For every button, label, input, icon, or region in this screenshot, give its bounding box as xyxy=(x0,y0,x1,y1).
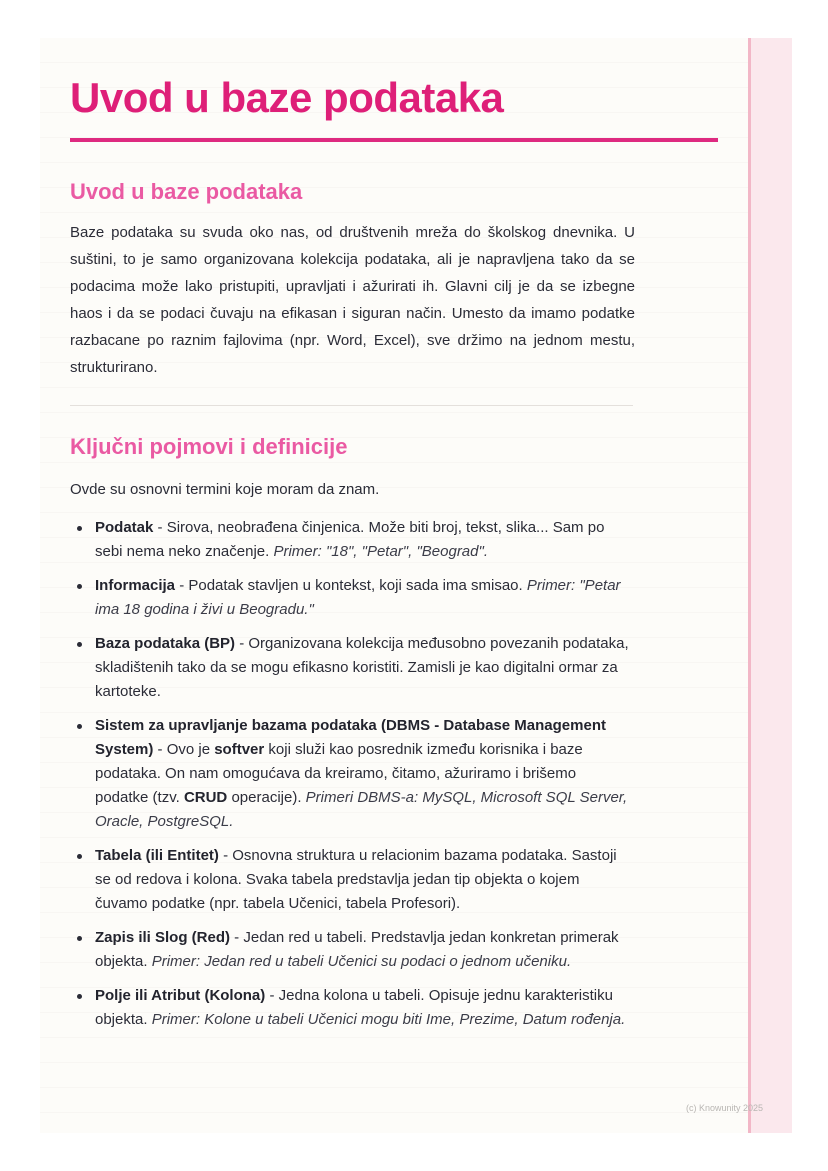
term-definition: - Sirova, neobrađena činjenica. Može biti broj, tekst, slika... Sam po sebi nema neko značenje. xyxy=(95,519,605,560)
list-item xyxy=(70,574,630,622)
page-content xyxy=(70,72,718,1042)
list-item xyxy=(70,984,630,1032)
term-example: Primer: Kolone u tabeli Učenici mogu biti Ime, Prezime, Datum rođenja. xyxy=(151,1011,626,1028)
list-item xyxy=(70,714,630,834)
term-label: Podatak xyxy=(95,519,154,536)
section-heading-intro: Uvod u baze podataka xyxy=(70,179,303,204)
term-example: Primer: Jedan red u tabeli Učenici su podaci o jednom učeniku. xyxy=(151,953,572,970)
intro-paragraph: Baze podataka su svuda oko nas, od društvenih mreža do školskog dnevnika. U suštini, to je samo organizovana kolekcija podataka, ali je napravljena tako da se podacima može lako pristupiti, upravljati i ažurirati ih. Glavni cilj je da se izbegne haos i da se podaci čuvaju na efikasan i siguran način. Umesto da imamo podatke razbacane po raznim fajlovima (npr. Word, Excel), sve držimo na jednom mestu, strukturirano. xyxy=(70,224,635,376)
term-definition: - Podatak stavljen u kontekst, koji sada ima smisao. xyxy=(175,577,527,594)
title-underline xyxy=(70,138,718,142)
bullet-icon xyxy=(77,526,82,531)
margin-line xyxy=(748,38,751,1133)
term-label: Polje ili Atribut (Kolona) xyxy=(95,987,266,1004)
term-definition: - Jedna kolona u tabeli. Opisuje jednu karakteristiku objekta. xyxy=(95,987,613,1028)
bullet-icon xyxy=(77,642,82,647)
term-definition: - Organizovana kolekcija međusobno povezanih podataka, skladištenih tako da se mogu efikasno koristiti. Zamisli je kao digitalni ormar za kartoteke. xyxy=(95,635,629,700)
term-definition: koji služi kao posrednik između korisnika i baze podataka. On nam omogućava da kreiramo, čitamo, ažuriramo i brišemo podatke (tzv. xyxy=(95,741,583,806)
term-label: Informacija xyxy=(95,577,176,594)
section-heading-terms: Ključni pojmovi i definicije xyxy=(70,434,348,459)
term-definition: operacije). xyxy=(227,789,306,806)
list-item xyxy=(70,926,630,974)
section-divider xyxy=(70,405,633,406)
term-definition: - Ovo je xyxy=(153,741,215,758)
term-definition: - Osnovna struktura u relacionim bazama podataka. Sastoji se od redova i kolona. Svaka tabela predstavlja jedan tip objekta o kojem čuvamo podatke (npr. tabela Učenici, tabela Profesori). xyxy=(95,847,617,912)
page-title: Uvod u baze podataka xyxy=(70,74,504,121)
term-label: Tabela (ili Entitet) xyxy=(95,847,219,864)
bullet-icon xyxy=(77,724,82,729)
copyright-footer: (c) Knowunity 2025 xyxy=(686,1103,764,1113)
term-example: Primer: "18", "Petar", "Beograd". xyxy=(273,543,488,560)
margin-band xyxy=(748,38,792,1133)
list-item xyxy=(70,844,630,916)
term-emphasis: CRUD xyxy=(183,789,228,806)
terms-intro: Ovde su osnovni termini koje moram da znam. xyxy=(70,481,380,498)
term-example: Primeri DBMS-a: MySQL, Microsoft SQL Server, Oracle, PostgreSQL. xyxy=(95,789,628,830)
bullet-icon xyxy=(77,584,82,589)
list-item xyxy=(70,632,630,704)
term-label: Zapis ili Slog (Red) xyxy=(95,929,231,946)
bullet-icon xyxy=(77,854,82,859)
bullet-icon xyxy=(77,936,82,941)
term-emphasis: softver xyxy=(214,741,265,758)
term-label: Sistem za upravljanje bazama podataka (DBMS - Database Management System) xyxy=(95,717,606,758)
term-example: Primer: "Petar ima 18 godina i živi u Beogradu." xyxy=(95,577,621,618)
term-definition: - Jedan red u tabeli. Predstavlja jedan konkretan primerak objekta. xyxy=(95,929,619,970)
term-label: Baza podataka (BP) xyxy=(95,635,236,652)
list-item xyxy=(70,516,630,564)
bullet-icon xyxy=(77,994,82,999)
terms-list xyxy=(70,516,630,1032)
